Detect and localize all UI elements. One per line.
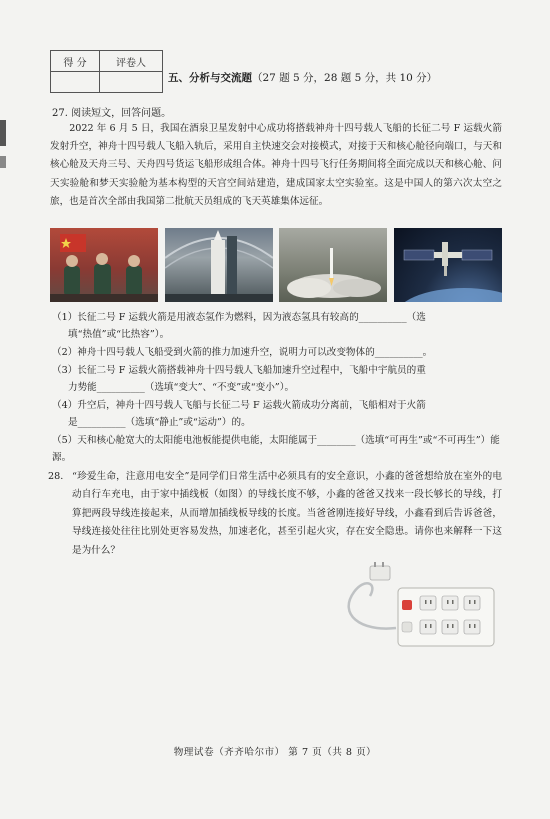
- question-27-part-5: （5）天和核心舱宽大的太阳能电池板能提供电能，太阳能属于________（选填“可再生”或“不可再生”）能源。: [52, 435, 500, 463]
- part-4-line-1: （4）升空后，神舟十四号载人飞船与长征二号 F 运载火箭成功分离前，飞船相对于火箭: [52, 400, 426, 411]
- score-table: [50, 50, 163, 93]
- score-cell[interactable]: [51, 72, 100, 93]
- part-1-line-1: （1）长征二号 F 运载火箭是用液态氢作为燃料，因为液态氢具有较高的__________（选: [52, 312, 426, 323]
- question-27-part-2: （2）神舟十四号载人飞船受到火箭的推力加速升空，说明力可以改变物体的__________。: [52, 347, 433, 358]
- question-27-passage: 2022 年 6 月 5 日，我国在酒泉卫星发射中心成功将搭载神舟十四号载人飞船的长征二号 F 运载火箭发射升空，神舟十四号载人飞船入轨后，采用自主快速交会对接模式，对接于天和核心舱径向端口，与天和核心舱及天舟三号、天舟四号货运飞船形成组合体。神舟十四号飞行任务期间将全面完成以天和核心舱、问天实验舱和梦天实验舱为基本构型的天宫空间站建造，建成国家太空实验室。这是中国人的第六次太空之旅，也是首次全部由我国第二批航天员组成的飞天英雄集体远征。: [50, 123, 502, 207]
- question-28-number: 28.: [48, 471, 64, 482]
- part-3-line-2: 力势能__________（选填“变大”、“不变”或“变小”）。: [68, 381, 295, 393]
- part-3-line-1: （3）长征二号 F 运载火箭搭载神舟十四号载人飞船加速升空过程中，飞船中宇航员的重: [52, 365, 426, 376]
- photo-strip: [50, 228, 502, 302]
- power-strip-image: [330, 562, 496, 654]
- grader-cell[interactable]: [100, 72, 163, 93]
- launch-tower-photo: [165, 228, 273, 302]
- section-title: [168, 70, 437, 85]
- part-1-line-2: 填“热值”或“比热容”）。: [68, 328, 170, 340]
- section-name: 五、分析与交流题: [168, 72, 252, 84]
- space-station-photo: [394, 228, 502, 302]
- plug-icon: [370, 562, 390, 580]
- astronauts-photo: [50, 228, 158, 302]
- binding-mark: [0, 120, 6, 146]
- binding-mark-small: [0, 156, 6, 168]
- question-27-instruction: 27. 阅读短文，回答问题。: [52, 108, 172, 119]
- rocket-launch-photo: [279, 228, 387, 302]
- question-27-part-3: [52, 363, 502, 396]
- question-27-part-4: [52, 398, 502, 431]
- grader-header: 评卷人: [100, 51, 163, 72]
- question-28: [50, 468, 502, 560]
- question-27-part-1: [52, 310, 502, 343]
- page-footer: 物理试卷（齐齐哈尔市） 第 7 页（共 8 页）: [173, 747, 377, 758]
- question-28-text: “珍爱生命，注意用电安全”是同学们日常生活中必须具有的安全意识，小鑫的爸爸想给放在室外的电动自行车充电，由于家中插线板（如图）的导线长度不够，小鑫的爸爸又找来一段长够长的导线，打算把两段导线连接起来，从而增加插线板导线的长度。当爸爸刚连接好导线，小鑫看到后告诉爸爸，导线连接处往往比别处更容易发热，加速老化，甚至引起火灾，存在安全隐患。请你也来解释一下这是为什么？: [72, 471, 502, 556]
- part-4-line-2: 是__________（选填“静止”或“运动”）的。: [68, 416, 251, 428]
- score-header: 得 分: [51, 51, 100, 72]
- section-points: （27 题 5 分，28 题 5 分，共 10 分）: [252, 72, 438, 84]
